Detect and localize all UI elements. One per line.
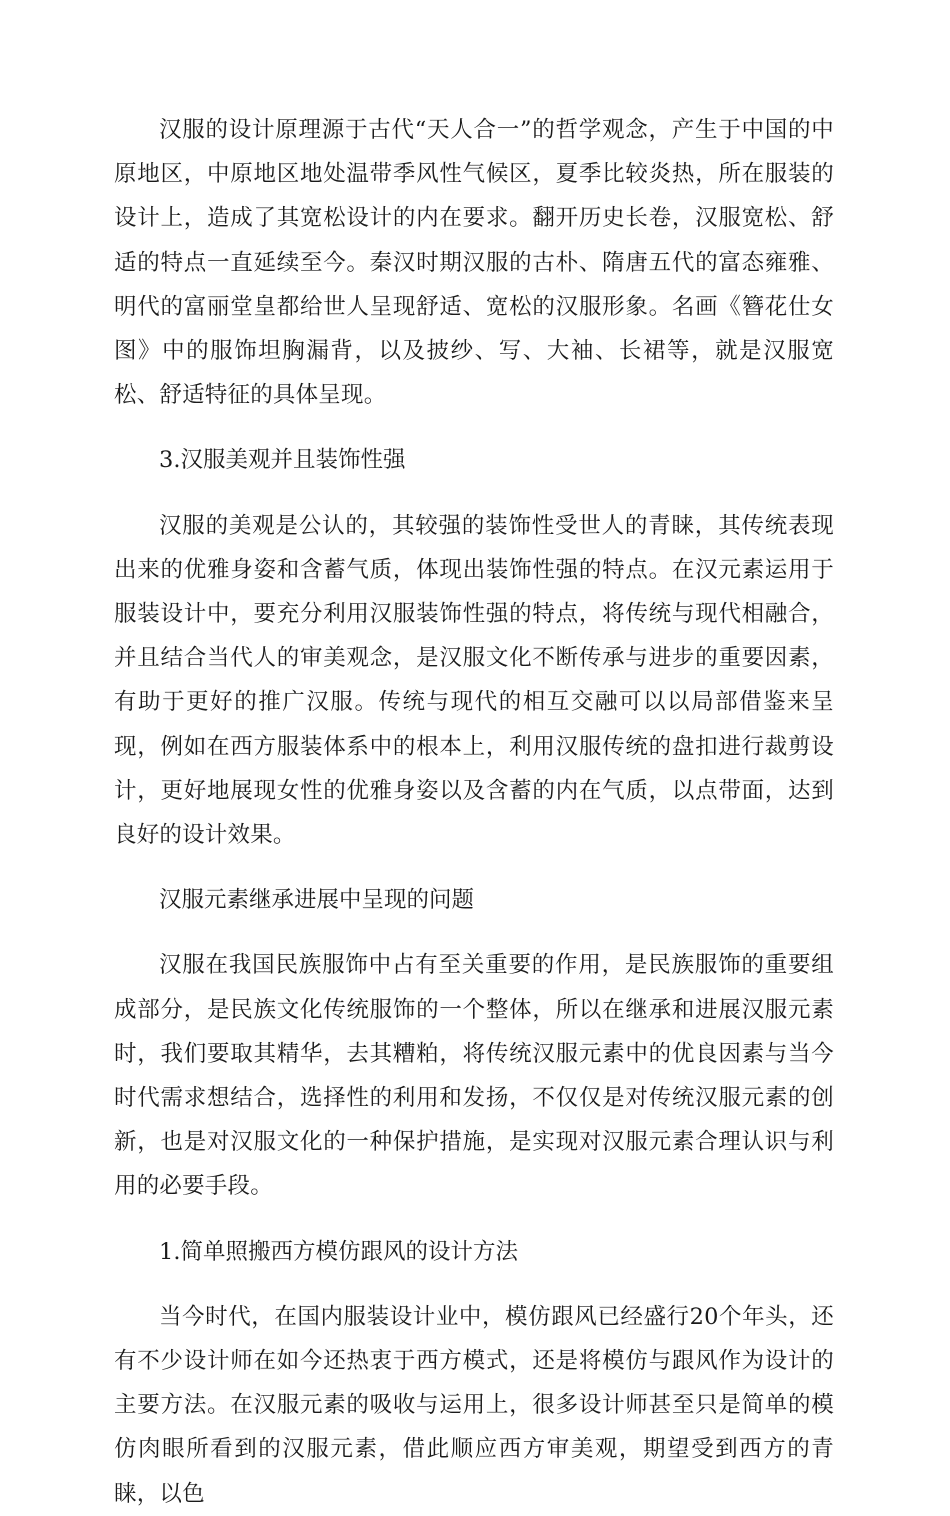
paragraph-hanfu-inheritance: 汉服在我国民族服饰中占有至关重要的作用，是民族服饰的重要组成部分，是民族文化传统服饰的一个整体，所以在继承和进展汉服元素时，我们要取其精华，去其糟粕，将传统汉服元素中的优良因素与当今时代需求想结合，选择性的利用和发扬，不仅仅是对传统汉服元素的创新，也是对汉服文化的一种保护措施，是实现对汉服元素合理认识与利用的必要手段。 — [114, 952, 834, 1200]
paragraph-imitation-trend: 当今时代，在国内服装设计业中，模仿跟风已经盛行20个年头，还有不少设计师在如今还热衷于西方模式，还是将模仿与跟风作为设计的主要方法。在汉服元素的吸收与运用上，很多设计师甚至只是简单的模仿肉眼所看到的汉服元素，借此顺应西方审美观，期望受到西方的青睐，以色 — [114, 1303, 834, 1507]
spacer — [114, 483, 834, 504]
paragraph-hanfu-design-origin: 汉服的设计原理源于古代“天人合一”的哲学观念，产生于中国的中原地区，中原地区地处温带季风性气候区，夏季比较炎热，所在服装的设计上，造成了其宽松设计的内在要求。翻开历史长卷，汉服宽松、舒适的特点一直延续至今。秦汉时期汉服的古朴、隋唐五代的富态雍雅、明代的富丽堂皇都给世人呈现舒适、宽松的汉服形象。名画《簪花仕女图》中的服饰坦胸漏背，以及披纱、写、大袖、长裙等，就是汉服宽松、舒适特征的具体呈现。 — [114, 117, 834, 409]
paragraph-hanfu-aesthetics: 汉服的美观是公认的，其较强的装饰性受世人的青睐，其传统表现出来的优雅身姿和含蓄气质，体现出装饰性强的特点。在汉元素运用于服装设计中，要充分利用汉服装饰性强的特点，将传统与现代相融合，并且结合当代人的审美观念，是汉服文化不断传承与进步的重要因素，有助于更好的推广汉服。传统与现代的相互交融可以以局部借鉴来呈现，例如在西方服装体系中的根本上，利用汉服传统的盘扣进行裁剪设计，更好地展现女性的优雅身姿以及含蓄的内在气质，以点带面，达到良好的设计效果。 — [114, 512, 834, 849]
section-heading-decorative: 3.汉服美观并且装饰性强 — [159, 447, 406, 474]
section-heading-problems: 汉服元素继承进展中呈现的问题 — [159, 887, 475, 914]
document-page — [114, 108, 834, 1516]
section-heading-imitation: 1.简单照搬西方模仿跟风的设计方法 — [159, 1238, 518, 1265]
spacer — [114, 417, 834, 438]
spacer — [114, 1274, 834, 1295]
spacer — [114, 1209, 834, 1230]
spacer — [114, 857, 834, 878]
spacer — [114, 922, 834, 943]
